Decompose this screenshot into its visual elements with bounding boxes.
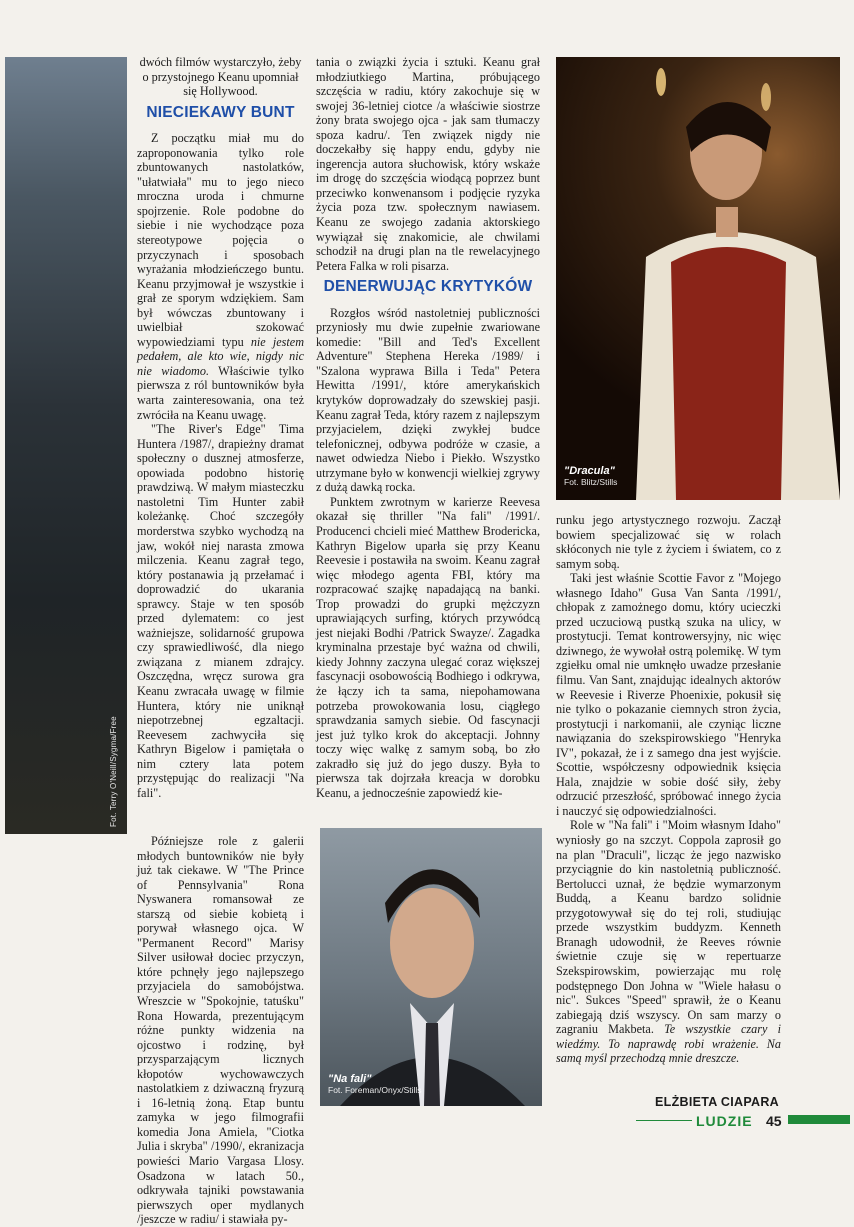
left-photo: [5, 57, 127, 834]
text-span: Z początku miał mu do zaproponowania tylko role zbuntowanych nastolatków, "ułatwiała" mu to jego nieco mroczna uroda i chmurne spojrzenie. Role podobne do siebie i nie wychodzące poza stereotypowe pojęcia o przyczynach i sposobach wyrażania młodzieńczego buntu. Keanu przyjmował je wszystkie i grał ze sporym wdziękiem. Sam był wówczas zbuntowany i uwielbiał szokować wypowiedziami typu: [137, 131, 304, 349]
footer-bar: [788, 1115, 850, 1124]
col3-paragraph: Taki jest właśnie Scottie Favor z "Mojego własnego Idaho" Gusa Van Santa /1991/, chłopak z zamożnego domu, który ucieczki przed uczuciową pustką szuka na ulicy, w prostytucji. Temat kontrowersyjny, nic więc dziwnego, że wywołał ostrą polemikę. W tym zgiełku omal nie umknęło uwadze przesłanie filmu. Van Sant, znajdując idealnych aktorów w Reevesie i Riverze Phoenixie, pokusił się nie tylko o pokazanie ciemnych stron życia, prostytucji i narkomanii, ale czyniąc liczne nawiązania do szekspirowskiego "Henryka IV", pokazał, że i z samego dna jest wyjście. Scottie, współczesny odpowiednik księcia Hala, znajdzie w sobie dość siły, żeby odrzucić przeszłość, spróbować innego życia i nauczyć się odpowiedzialności.: [556, 571, 781, 818]
page-footer: [636, 1113, 850, 1127]
author-signature: ELŻBIETA CIAPARA: [655, 1095, 780, 1109]
footer-rule: [636, 1120, 692, 1121]
column-2: [316, 55, 540, 800]
dracula-figure: [556, 57, 840, 500]
na-fali-caption-credit: Fot. Foreman/Onyx/Stills: [328, 1085, 422, 1095]
column-3: [556, 513, 781, 1066]
left-photo-credit: Fot. Terry O'Neill/Sygma/Free: [109, 716, 118, 827]
col3-paragraph: [556, 818, 781, 1065]
na-fali-caption-title: "Na fali": [328, 1073, 372, 1085]
col3-intro: runku jego artystycznego rozwoju. Zaczął bowiem specjalizować się w rolach skłóconych nie tyle z życiem i światem, co z samym sobą.: [556, 513, 781, 571]
na-fali-figure: [320, 828, 542, 1106]
col1-paragraph: Późniejsze role z galerii młodych buntowników nie były już tak ciekawe. W "The Prince of Pennsylvania" Rona Nyswanera romansował ze starszą od siebie kobietą i porywał własnego ojca. W "Permanent Record" Marisy Silver usiłował dociec przyczyn, które pchnęły jego najlepszego przyjaciela do samobójstwa. Wreszcie w "Spokojnie, tatuśku" Rona Howarda, prezentującym różne punkty widzenia na ojcostwo i rodzinę, był przysparzającym licznych kłopotów wychowawczych nastolatkiem z dziwaczną fryzurą i 16-letnią żoną. Etap buntu zamyka w jego filmografii komedia Jona Amiela, "Ciotka Julia i skryba" /1990/, ekranizacja powieści Mario Vargasa Llosy. Osadzona w latach 50., odkrywała tajniki powstawania pierwszych oper mydlanych /jeszcze w radiu/ i stawiała py-: [137, 834, 304, 1227]
dracula-caption: [564, 465, 617, 487]
quote-italic: nie jestem pedałem, ale kto wie, nigdy nic nie wiadomo.: [137, 334, 305, 378]
col1-intro: dwóch filmów wystarczyło, żeby o przystojnego Keanu upomniał się Hollywood.: [139, 55, 302, 99]
photo-dracula: [556, 57, 840, 500]
heading-denerwujac-krytykow: DENERWUJĄC KRYTYKÓW: [323, 278, 533, 296]
col2-paragraph: Punktem zwrotnym w karierze Reevesa okazał się thriller "Na fali" /1991/. Producenci chcieli mieć Matthew Brodericka, Kathryn Bigelow uparła się przy Keanu Reevesie i postawiła na swoim. Keanu zagrał więc młodego agenta FBI, który ma rozpracować szajkę napadającą na banki. Trop prowadzi do grupki mężczyzn uprawiających surfing, których przywódcą jest niejaki Bodhi /Patrick Swayze/. Zagadka kryminalna przestaje być ważna od chwili, kiedy Johnny zaczyna ulegać coraz większej fascynacji osobowością Bodhiego i odkrywa, że łączy ich ta sama, niepohamowana potrzeba prowokowania losu, ciągłego sprawdzania samych siebie. Od fascynacji jest już tylko krok do akceptacji. Johnny toczy więc walkę z samym sobą, bo zło zakradło się już do jego duszy. Była to pierwsza tak dojrzała kreacja w dorobku Keanu, a jednocześnie zapowiedź kie-: [316, 494, 540, 800]
magazine-brand: LUDZIE: [696, 1113, 753, 1129]
heading-nieciekawy-bunt: NIECIEKAWY BUNT: [146, 103, 295, 121]
column-1-wide: [137, 834, 304, 1227]
dracula-caption-credit: Fot. Blitz/Stills: [564, 477, 618, 487]
page-number: 45: [766, 1113, 782, 1129]
dracula-caption-title: "Dracula": [564, 465, 615, 477]
col1-paragraph: "The River's Edge" Tima Huntera /1987/, drapieżny dramat społeczny o dusznej atmosferze, opowiada podobno historię prawdziwą. W małym miasteczku nastoletni Tim Hunter zabił koleżankę. Choć szczegóły morderstwa szybko wychodzą na jaw, wokół niej narasta zmowa milczenia. Keanu zagrał tego, który postanawia ją przełamać i doprowadzić do ukarania sprawcy. Staje w ten sposób przed dylematem: co jest ważniejsze, solidarność grupowa czy sprawiedliwość, dla niego związana z mianem zdrajcy. Oszczędna, wręcz surowa gra Keanu zwracała uwagę w filmie Huntera, który nie uniknął niepotrzebnej egzaltacji. Reevesem zachwyciła się Kathryn Bigelow i pamiętała o nim cztery lata potem przystępując do realizacji "Na fali".: [137, 422, 304, 800]
column-1: [137, 55, 304, 800]
quote-italic: Te wszystkie czary i wiedźmy. To naprawdę robi wrażenie. Na samą myśl przechodzą mnie dreszcze.: [556, 1022, 782, 1066]
photo-na-fali: [320, 828, 542, 1106]
col1-paragraph: [137, 131, 304, 422]
col2-paragraph: Rozgłos wśród nastoletniej publiczności przyniosły mu dwie zupełnie zwariowane komedie: "Bill and Ted's Excellent Adventure" Stephena Hereka /1989/ i "Szalona wyprawa Billa i Teda" Petera Hewitta /1991/, które amerykańskich krytyków doprowadzały do szewskiej pasji. Keanu zagrał Teda, który razem z najlepszym przyjacielem, dzięki zwykłej budce telefonicznej, odbywa podróże w czasie, a nawet odwiedza Niebo i Piekło. Wszystko utrzymane było w konwencji wielkiej zgrywy z dużą dawką rocka.: [316, 305, 540, 495]
col2-intro: tania o związki życia i sztuki. Keanu grał młodziutkiego Martina, próbującego szczęścia w radiu, który zakochuje się w swojej 36-letniej ciotce /a właściwie siostrze żony brata swojego ojca - jak sam tłumaczy spoza kadru/. Ten związek nigdy nie doczekałby się happy endu, gdyby nie ingerencja autora słuchowisk, który wskaże im drogę do szczęścia wiodącą poprzez bunt przeciwko konwenansom i podjęcie ryzyka życia poza tzw. społecznym nawiasem. Keanu ze swojego zadania aktorskiego wywiązał się znakomicie, ale chwilami schodził na drugi plan na tle rewelacyjnego Petera Falka w roli pisarza.: [316, 55, 540, 273]
na-fali-caption: [328, 1073, 422, 1095]
text-span: Właściwie tylko pierwsza z ról buntowników była warta zainteresowania, ona też zwróciła na Keanu uwagę.: [137, 363, 304, 422]
text-span: Role w "Na fali" i "Moim własnym Idaho" wyniosły go na szczyt. Coppola zaprosił go na plan "Draculi", licząc że jego nazwisko przyciągnie do kin nastoletnią publiczność. Bertolucci uznał, że będzie wymarzonym Buddą, a Keanu bardzo solidnie przygotowywał się do tej roli, studiując przede wszystkim buddyzm. Kenneth Branagh udowodnił, że Reeves równie świetnie czuje się w repertuarze Szekspirowskim, powierzając mu rolę podstępnego Don Johna w "Wiele hałasu o nic". Sukces "Speed" sprawił, że o Keanu zabiegają dziś wszyscy. On sam marzy o zagraniu Makbeta.: [556, 818, 781, 1037]
